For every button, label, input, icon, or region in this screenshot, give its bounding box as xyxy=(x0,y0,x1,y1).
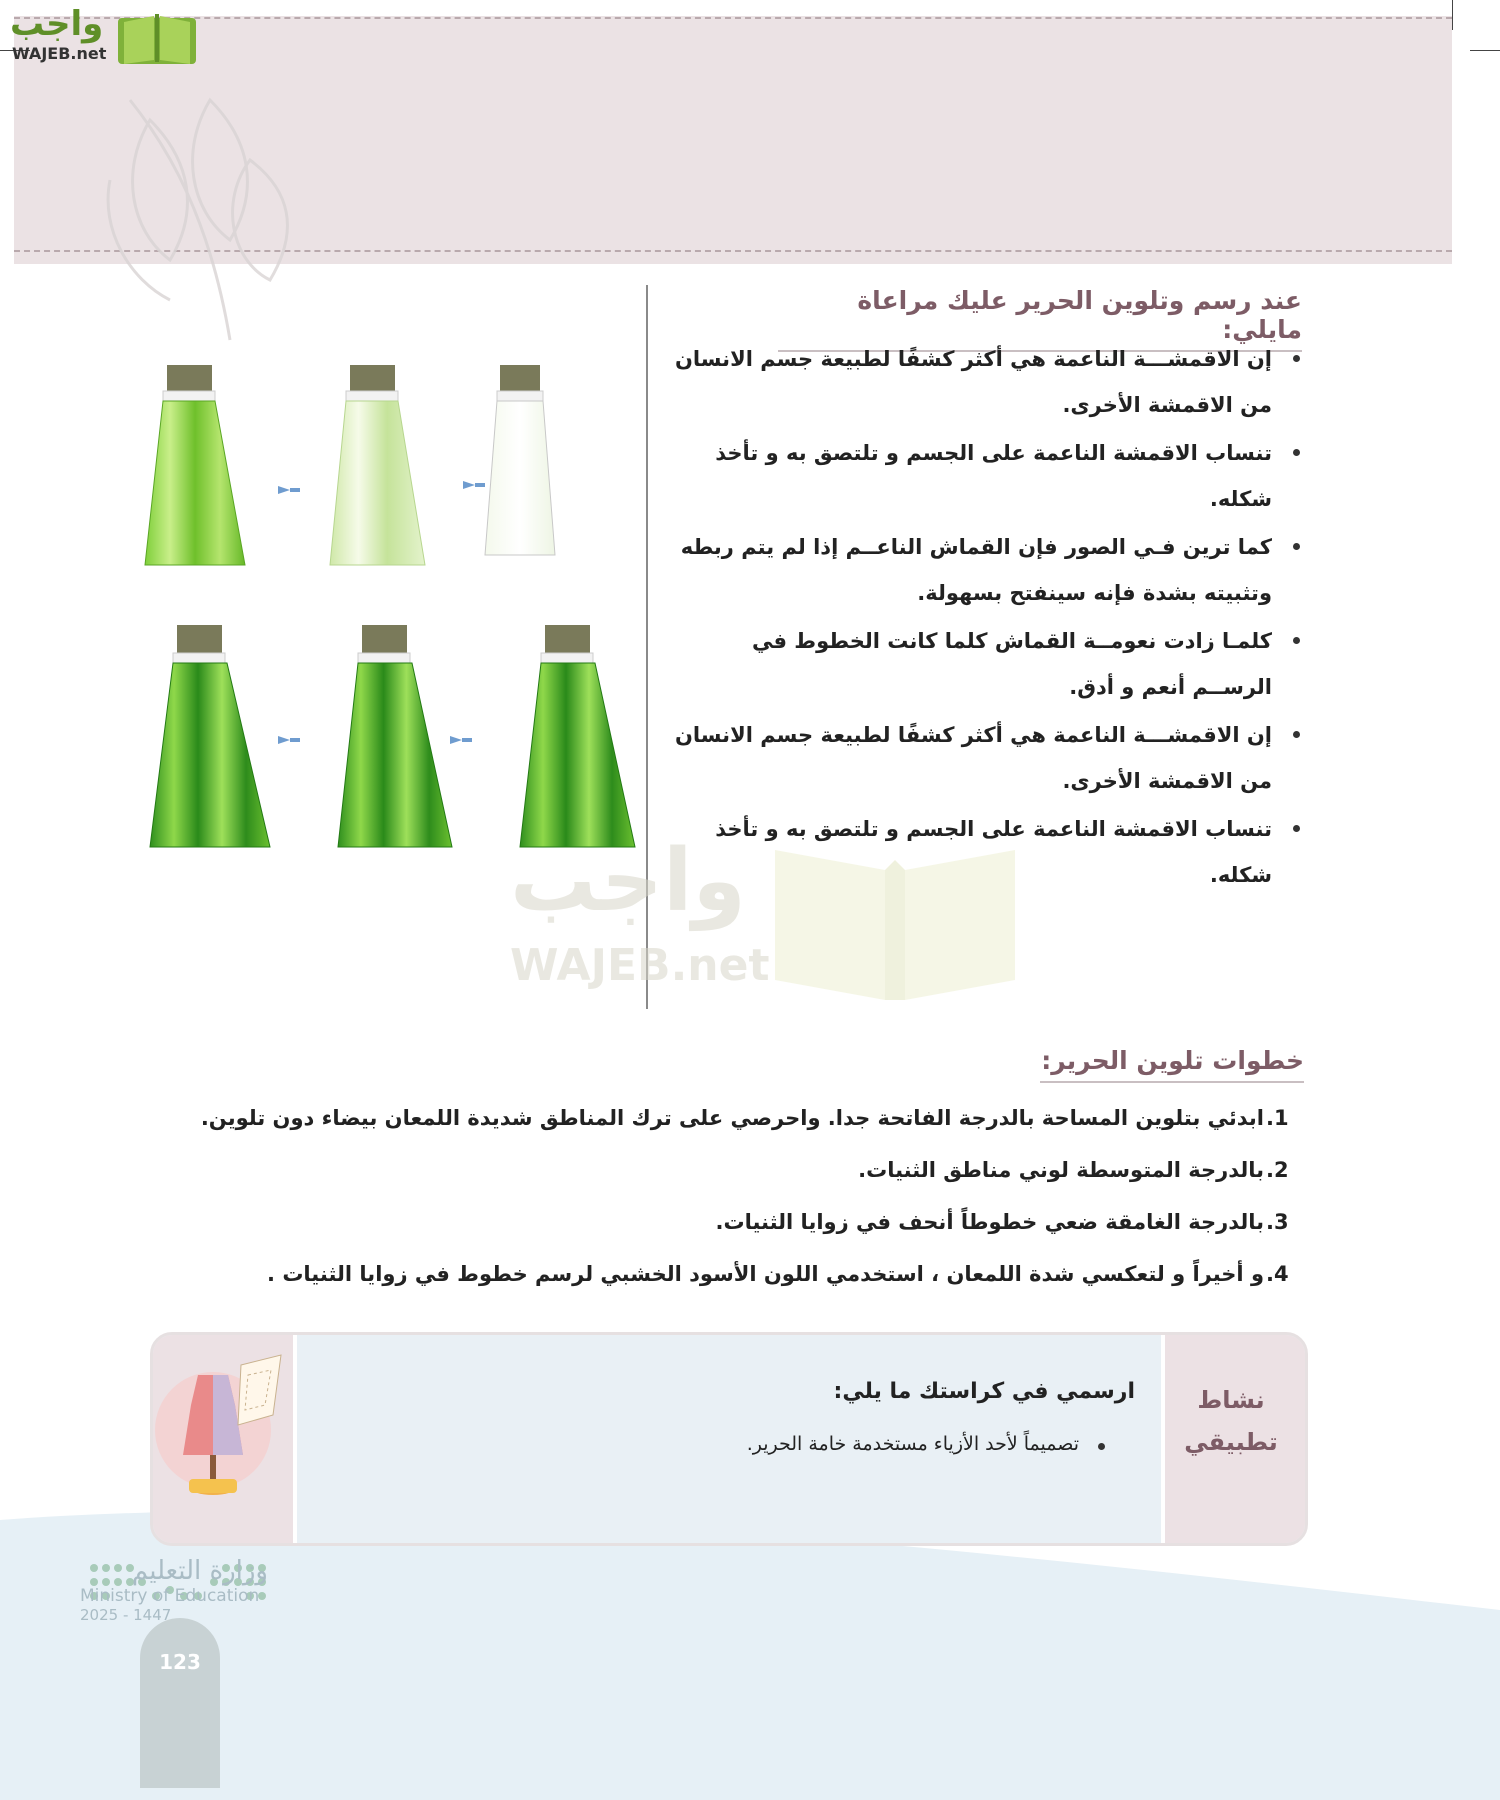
bullet-icon xyxy=(1293,355,1300,362)
book-icon xyxy=(118,8,196,66)
coloring-steps-list xyxy=(170,1092,1306,1300)
leaf-decoration xyxy=(90,60,310,350)
skirt-stage-6 xyxy=(150,625,270,847)
bullet-icon xyxy=(1293,449,1300,456)
list-item: .3 بالدرجة الغامقة ضعي خطوطاً أنحف في زوايا الثنيات. xyxy=(715,1210,1289,1234)
skirt-stage-1 xyxy=(485,365,555,555)
list-item: كلمـا زادت نعومــة القماش كلما كانت الخطوط في الرســم أنعم و أدق. xyxy=(672,618,1308,710)
wajeb-watermark xyxy=(500,820,1020,1000)
logo-arabic-text: واجب xyxy=(10,4,104,44)
silk-skirt-illustrations xyxy=(140,355,640,875)
activity-label-panel xyxy=(1161,1335,1305,1543)
section-title: عند رسم وتلوين الحرير عليك مراعاة مايلي: xyxy=(778,286,1302,352)
bullet-icon xyxy=(1293,825,1300,832)
care-bullet-list xyxy=(672,336,1308,900)
activity-instruction: ارسمي في كراستك ما يلي: xyxy=(833,1379,1135,1404)
dress-form-icon xyxy=(153,1335,293,1543)
applied-activity-box xyxy=(150,1332,1308,1546)
list-item: .4 و أخيراً و لتعكسي شدة اللمعان ، استخدمي اللون الأسود الخشبي لرسم خطوط في زوايا الثنيات . xyxy=(267,1262,1289,1286)
skirt-stage-5 xyxy=(338,625,452,847)
activity-label: نشاط تطبيقي xyxy=(1184,1386,1278,1456)
ministry-name-english: Ministry of Education xyxy=(80,1586,260,1606)
svg-text:واجب: واجب xyxy=(510,831,746,931)
header-dashed-line-top xyxy=(14,17,1452,19)
svg-text:WAJEB.net: WAJEB.net xyxy=(510,940,770,991)
wajeb-logo[interactable] xyxy=(10,4,190,68)
list-item: إن الاقمشـــة الناعمة هي أكثر كشفًا لطبيعة جسم الانسان من الاقمشة الأخرى. xyxy=(672,712,1308,804)
skirt-stage-4 xyxy=(520,625,635,847)
list-item: تنساب الاقمشة الناعمة على الجسم و تلتصق به و تأخذ شكله. xyxy=(672,806,1308,898)
academic-year: 2025 - 1447 xyxy=(80,1606,172,1624)
bullet-icon xyxy=(1293,543,1300,550)
skirt-stage-3 xyxy=(145,365,245,565)
page-number: 123 xyxy=(159,1650,201,1674)
list-item: .2 بالدرجة المتوسطة لوني مناطق الثنيات. xyxy=(858,1158,1289,1182)
skirt-stage-2 xyxy=(330,365,425,565)
logo-latin-text: WAJEB.net xyxy=(12,44,107,63)
bullet-icon xyxy=(1293,731,1300,738)
crop-mark xyxy=(1452,0,1453,30)
list-item: كما ترين فـي الصور فإن القماش الناعــم إذا لم يتم ربطه وتثبيته بشدة فإنه سينفتح بسهولة. xyxy=(672,524,1308,616)
section-title: خطوات تلوين الحرير: xyxy=(1040,1046,1304,1083)
crop-mark xyxy=(1470,50,1500,51)
list-item: إن الاقمشـــة الناعمة هي أكثر كشفًا لطبيعة جسم الانسان من الاقمشة الأخرى. xyxy=(672,336,1308,428)
page-number-tab xyxy=(140,1618,220,1788)
activity-item: تصميماً لأحد الأزياء مستخدمة خامة الحرير. xyxy=(379,1433,1115,1455)
list-item: .1 ابدئي بتلوين المساحة بالدرجة الفاتحة جدا. واحرصي على ترك المناطق شديدة اللمعان بيضاء دون تلوين. xyxy=(200,1106,1289,1130)
bullet-icon xyxy=(1293,637,1300,644)
bullet-icon xyxy=(1098,1443,1105,1450)
activity-illustration-panel xyxy=(153,1335,297,1543)
section-heading-steps xyxy=(1040,1046,1304,1083)
ministry-of-education-logo xyxy=(80,1556,280,1624)
list-item: تنساب الاقمشة الناعمة على الجسم و تلتصق به و تأخذ شكله. xyxy=(672,430,1308,522)
ministry-name-arabic: وزارة التعليم xyxy=(131,1556,268,1586)
